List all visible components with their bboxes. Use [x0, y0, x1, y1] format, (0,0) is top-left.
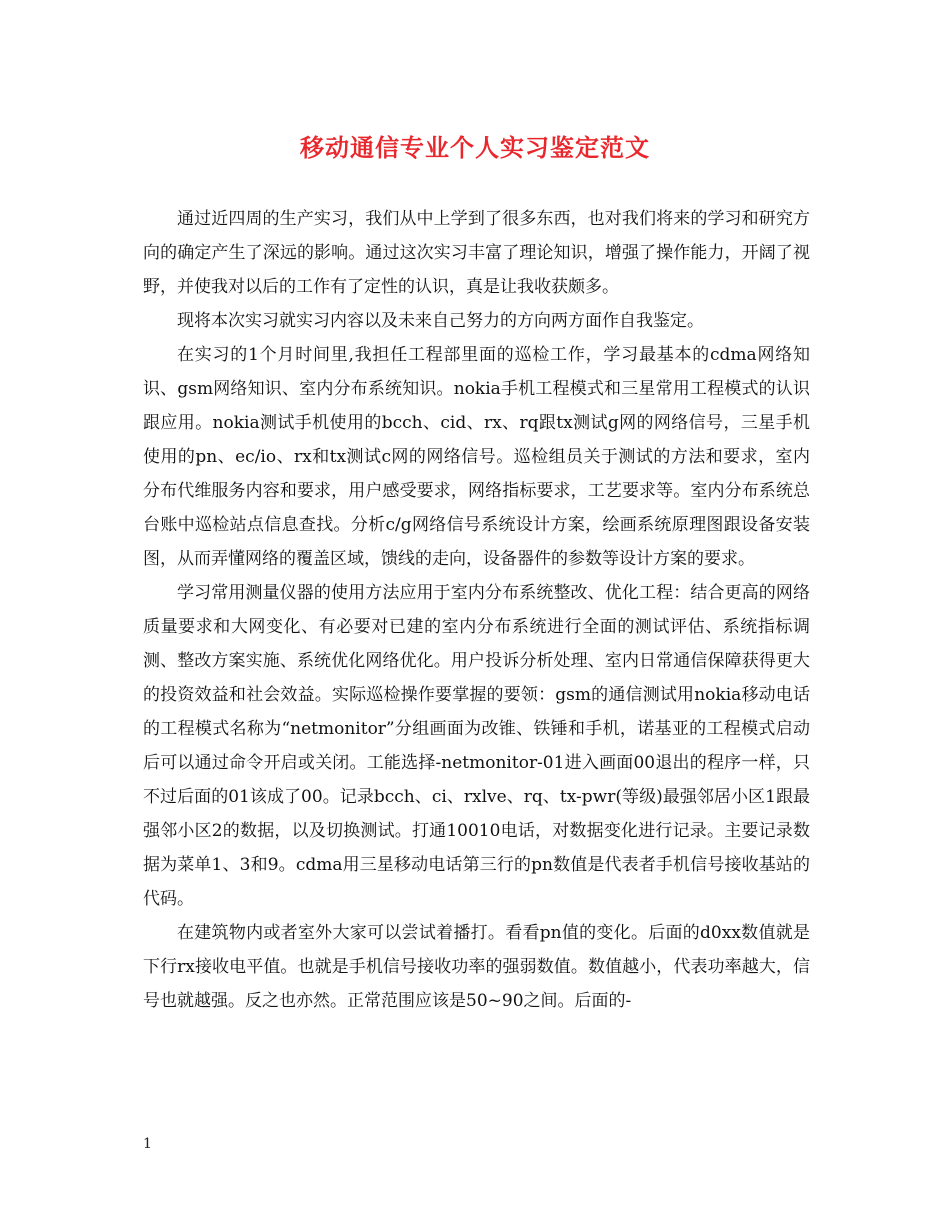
paragraph: 在实习的1个月时间里,我担任工程部里面的巡检工作，学习最基本的cdma网络知识、gsm网络知识、室内分布系统知识。nokia手机工程模式和三星常用工程模式的认识跟应用。nokia测试手机使用的bcch、cid、rx、rq跟tx测试g网的网络信号，三星手机使用的pn、ec/io、rx和tx测试c网的网络信号。巡检组员关于测试的方法和要求，室内分布代维服务内容和要求，用户感受要求，网络指标要求，工艺要求等。室内分布系统总台账中巡检站点信息查找。分析c/g网络信号系统设计方案，绘画系统原理图跟设备安装图，从而弄懂网络的覆盖区域，馈线的走向，设备器件的参数等设计方案的要求。 — [143, 345, 810, 569]
paragraph: 学习常用测量仪器的使用方法应用于室内分布系统整改、优化工程：结合更高的网络质量要求和大网变化、有必要对已建的室内分布系统进行全面的测试评估、系统指标调测、整改方案实施、系统优化网络优化。用户投诉分析处理、室内日常通信保障获得更大的投资效益和社会效益。实际巡检操作要掌握的要领：gsm的通信测试用nokia移动电话的工程模式名称为“netmonitor”分组画面为改锥、铁锤和手机，诺基亚的工程模式启动后可以通过命令开启或关闭。工能选择-netmonitor-01进入画面00退出的程序一样，只不过后面的01该成了00。记录bcch、ci、rxlve、rq、tx-pwr(等级)最强邻居小区1跟最强邻小区2的数据，以及切换测试。打通10010电话，对数据变化进行记录。主要记录数据为菜单1、3和9。cdma用三星移动电话第三行的pn数值是代表者手机信号接收基站的代码。 — [143, 583, 810, 909]
paragraph: 通过近四周的生产实习，我们从中上学到了很多东西，也对我们将来的学习和研究方向的确定产生了深远的影响。通过这次实习丰富了理论知识，增强了操作能力，开阔了视野，并使我对以后的工作有了定性的认识，真是让我收获颇多。 — [143, 209, 810, 297]
paragraph: 在建筑物内或者室外大家可以尝试着播打。看看pn值的变化。后面的d0xx数值就是下行rx接收电平值。也就是手机信号接收功率的强弱数值。数值越小，代表功率越大，信号也就越强。反之也亦然。正常范围应该是50~90之间。后面的- — [143, 923, 810, 1011]
paragraph: 现将本次实习就实习内容以及未来自己努力的方向两方面作自我鉴定。 — [177, 311, 704, 331]
document-title: 移动通信专业个人实习鉴定范文 — [300, 133, 650, 162]
page-number: 1 — [143, 1136, 152, 1152]
document-body — [143, 202, 810, 1018]
